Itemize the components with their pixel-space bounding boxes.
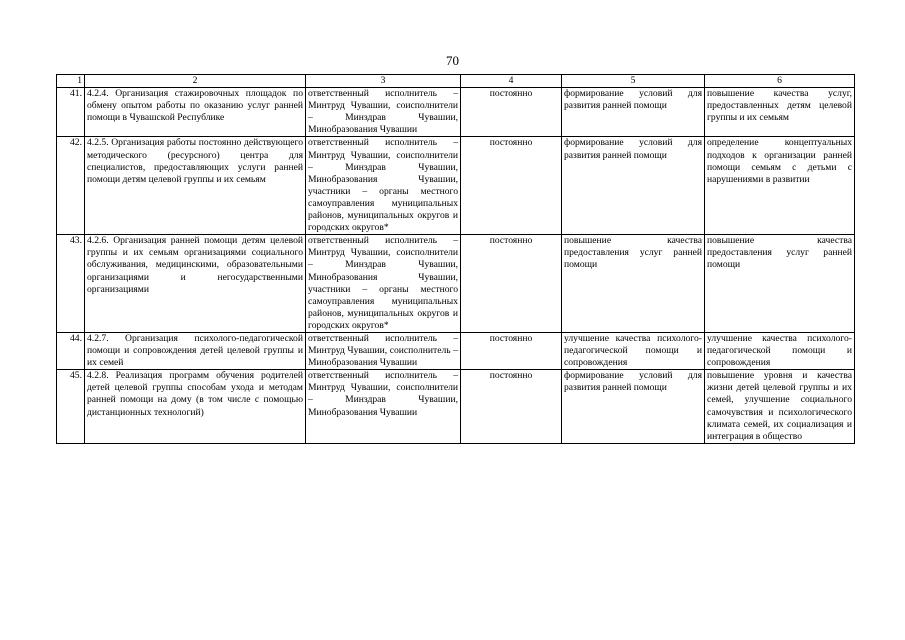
row-number: 41. xyxy=(57,88,85,137)
indicator-cell: определение концептуальных подходов к организации ранней помощи семьям с детьми с нарушениями в развитии xyxy=(705,137,855,235)
measures-table xyxy=(56,74,855,444)
term-cell: постоянно xyxy=(461,88,562,137)
header-cell: 3 xyxy=(306,75,461,88)
executor-cell: ответственный исполнитель – Минтруд Чувашии, соисполнитель – Минобразования Чувашии xyxy=(306,332,461,369)
table-row xyxy=(57,88,855,137)
row-number: 44. xyxy=(57,332,85,369)
row-number: 42. xyxy=(57,137,85,235)
table-row xyxy=(57,370,855,444)
executor-cell: ответственный исполнитель – Минтруд Чувашии, соисполнители – Минздрав Чувашии, Минобразования Чувашии, участники – органы местного самоуправления муниципальных районов, муниципальных округов и городских округов* xyxy=(306,137,461,235)
term-cell: постоянно xyxy=(461,137,562,235)
indicator-cell: повышение качества услуг, предоставленных детям целевой группы и их семьям xyxy=(705,88,855,137)
measure-cell: 4.2.5. Организация работы постоянно действующего методического (ресурсного) центра для специалистов, предоставляющих услуги ранней помощи детям целевой группы и их семьям xyxy=(85,137,306,235)
page-number: 70 xyxy=(446,53,459,68)
result-cell: повышение качества предоставления услуг ранней помощи xyxy=(562,235,705,333)
result-cell: формирование условий для развития ранней помощи xyxy=(562,88,705,137)
result-cell: формирование условий для развития ранней помощи xyxy=(562,370,705,444)
measure-cell: 4.2.4. Организация стажировочных площадок по обмену опытом работы по оказанию услуг ранней помощи в Чувашской Республике xyxy=(85,88,306,137)
table-header-row xyxy=(57,75,855,88)
table-row xyxy=(57,137,855,235)
header-cell: 5 xyxy=(562,75,705,88)
table-row xyxy=(57,235,855,333)
row-number: 45. xyxy=(57,370,85,444)
header-cell: 1 xyxy=(57,75,85,88)
measure-cell: 4.2.6. Организация ранней помощи детям целевой группы и их семьям организациями социального обслуживания, медицинскими, образовательными организациями и негосударственными организациями xyxy=(85,235,306,333)
executor-cell: ответственный исполнитель – Минтруд Чувашии, соисполнители – Минздрав Чувашии, Минобразования Чувашии, участники – органы местного самоуправления муниципальных районов, муниципальных округов и городских округов* xyxy=(306,235,461,333)
header-cell: 2 xyxy=(85,75,306,88)
row-number: 43. xyxy=(57,235,85,333)
measure-cell: 4.2.7. Организация психолого-педагогической помощи и сопровождения детей целевой группы и их семей xyxy=(85,332,306,369)
executor-cell: ответственный исполнитель – Минтруд Чувашии, соисполнители – Минздрав Чувашии, Минобразования Чувашии xyxy=(306,370,461,444)
table-row xyxy=(57,332,855,369)
header-cell: 6 xyxy=(705,75,855,88)
term-cell: постоянно xyxy=(461,370,562,444)
indicator-cell: повышение качества предоставления услуг ранней помощи xyxy=(705,235,855,333)
result-cell: улучшение качества психолого-педагогической помощи и сопровождения xyxy=(562,332,705,369)
measure-cell: 4.2.8. Реализация программ обучения родителей детей целевой группы способам ухода и методам ранней помощи на дому (в том числе с помощью дистанционных технологий) xyxy=(85,370,306,444)
term-cell: постоянно xyxy=(461,332,562,369)
executor-cell: ответственный исполнитель – Минтруд Чувашии, соисполнители – Минздрав Чувашии, Минобразования Чувашии xyxy=(306,88,461,137)
indicator-cell: повышение уровня и качества жизни детей целевой группы и их семей, улучшение социального самочувствия и психологического климата семей, их социализация и интеграция в общество xyxy=(705,370,855,444)
header-cell: 4 xyxy=(461,75,562,88)
indicator-cell: улучшение качества психолого-педагогической помощи и сопровождения xyxy=(705,332,855,369)
term-cell: постоянно xyxy=(461,235,562,333)
result-cell: формирование условий для развития ранней помощи xyxy=(562,137,705,235)
